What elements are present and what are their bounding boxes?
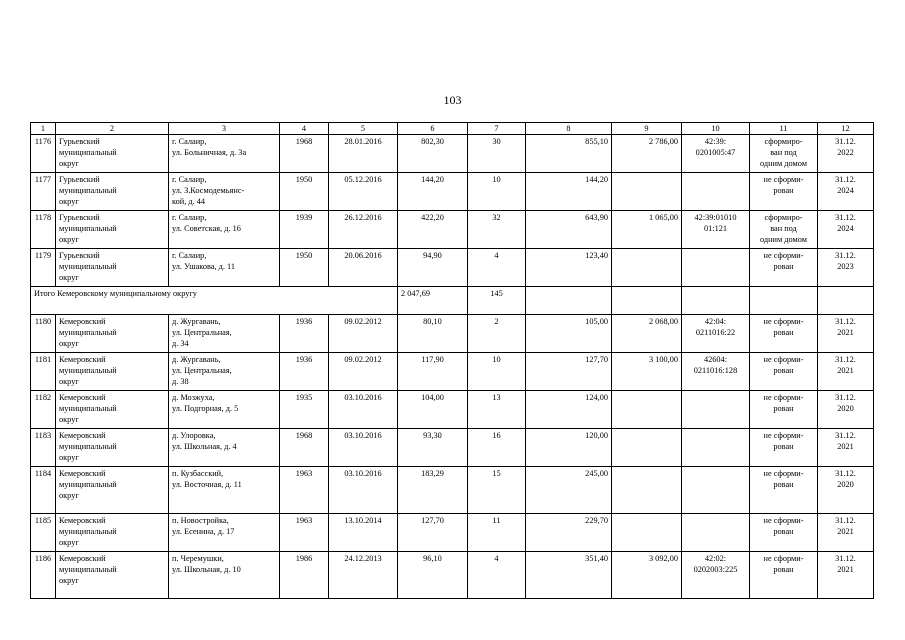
living-area: 117,90 [398,353,468,391]
land-area: 2 786,00 [612,135,682,173]
house-address: п. Черемушки, ул. Школьная, д. 10 [169,552,280,599]
table-body [31,123,874,599]
resettlement-deadline: 31.12. 2020 [818,391,874,429]
total-area: 643,90 [526,211,612,249]
build-year: 1935 [280,391,329,429]
resettlement-deadline: 31.12. 2023 [818,249,874,287]
residents-count: 10 [468,353,526,391]
empty-cell [750,287,818,315]
land-status: не сформи- рован [750,353,818,391]
total-area: 229,70 [526,514,612,552]
table-row [31,429,874,467]
residents-count: 10 [468,173,526,211]
row-number: 1180 [31,315,56,353]
empty-cell [612,287,682,315]
row-number: 1178 [31,211,56,249]
recognition-date: 24.12.2013 [329,552,398,599]
column-number-row [31,123,874,135]
column-number: 1 [31,123,56,135]
cadastral-number [682,391,750,429]
row-number: 1177 [31,173,56,211]
resettlement-deadline: 31.12. 2024 [818,211,874,249]
municipality-name: Кемеровский муниципальный округ [56,315,169,353]
living-area: 422,20 [398,211,468,249]
table-row [31,514,874,552]
column-number: 11 [750,123,818,135]
column-number: 8 [526,123,612,135]
recognition-date: 26.12.2016 [329,211,398,249]
living-area: 127,70 [398,514,468,552]
living-area: 802,30 [398,135,468,173]
cadastral-number: 42:04: 0211016:22 [682,315,750,353]
column-number: 4 [280,123,329,135]
residents-count: 2 [468,315,526,353]
municipality-name: Кемеровский муниципальный округ [56,552,169,599]
resettlement-deadline: 31.12. 2021 [818,429,874,467]
total-residents: 145 [468,287,526,315]
house-address: д. Жургавань, ул. Центральная, д. 34 [169,315,280,353]
house-address: г. Салаир, ул. Больничная, д. 3а [169,135,280,173]
total-label: Итого Кемеровскому муниципальному округу [31,287,398,315]
land-status: не сформи- рован [750,249,818,287]
build-year: 1968 [280,135,329,173]
house-address: п. Кузбасский, ул. Восточная, д. 11 [169,467,280,514]
build-year: 1968 [280,429,329,467]
land-status: не сформи- рован [750,429,818,467]
table-row [31,552,874,599]
living-area: 144,20 [398,173,468,211]
municipality-name: Гурьевский муниципальный округ [56,211,169,249]
land-status: не сформи- рован [750,514,818,552]
build-year: 1963 [280,514,329,552]
land-status: сформиро- ван под одним домом [750,135,818,173]
row-number: 1182 [31,391,56,429]
table-row [31,135,874,173]
recognition-date: 20.06.2016 [329,249,398,287]
total-area: 124,00 [526,391,612,429]
resettlement-deadline: 31.12. 2021 [818,552,874,599]
build-year: 1950 [280,173,329,211]
row-number: 1185 [31,514,56,552]
empty-cell [526,287,612,315]
recognition-date: 03.10.2016 [329,429,398,467]
cadastral-number [682,514,750,552]
cadastral-number: 42:39: 0201005:47 [682,135,750,173]
cadastral-number: 42:39:01010 01:121 [682,211,750,249]
housing-register-table [30,122,874,599]
column-number: 5 [329,123,398,135]
build-year: 1936 [280,315,329,353]
house-address: д. Улоровка, ул. Школьная, д. 4 [169,429,280,467]
land-status: не сформи- рован [750,467,818,514]
column-number: 2 [56,123,169,135]
table-row [31,467,874,514]
resettlement-deadline: 31.12. 2024 [818,173,874,211]
row-number: 1176 [31,135,56,173]
cadastral-number [682,173,750,211]
column-number: 7 [468,123,526,135]
total-area: 105,00 [526,315,612,353]
table-row [31,315,874,353]
table-row [31,249,874,287]
total-row [31,287,874,315]
living-area: 104,00 [398,391,468,429]
cadastral-number: 42:02: 0202003:225 [682,552,750,599]
land-status: не сформи- рован [750,391,818,429]
residents-count: 15 [468,467,526,514]
land-area [612,429,682,467]
cadastral-number [682,467,750,514]
house-address: г. Салаир, ул. Ушакова, д. 11 [169,249,280,287]
municipality-name: Кемеровский муниципальный округ [56,353,169,391]
resettlement-deadline: 31.12. 2022 [818,135,874,173]
total-area: 2 047,69 [398,287,468,315]
table-row [31,353,874,391]
build-year: 1986 [280,552,329,599]
living-area: 93,30 [398,429,468,467]
total-area: 245,00 [526,467,612,514]
residents-count: 11 [468,514,526,552]
column-number: 9 [612,123,682,135]
column-number: 12 [818,123,874,135]
column-number: 10 [682,123,750,135]
row-number: 1184 [31,467,56,514]
house-address: д. Мозжуха, ул. Подгорная, д. 5 [169,391,280,429]
residents-count: 16 [468,429,526,467]
land-status: не сформи- рован [750,552,818,599]
living-area: 80,10 [398,315,468,353]
municipality-name: Кемеровский муниципальный округ [56,514,169,552]
land-area: 2 068,00 [612,315,682,353]
recognition-date: 13.10.2014 [329,514,398,552]
land-status: не сформи- рован [750,315,818,353]
total-area: 120,00 [526,429,612,467]
house-address: г. Салаир, ул. Советская, д. 16 [169,211,280,249]
recognition-date: 09.02.2012 [329,353,398,391]
column-number: 6 [398,123,468,135]
municipality-name: Гурьевский муниципальный округ [56,135,169,173]
house-address: д. Жургавань, ул. Центральная, д. 38 [169,353,280,391]
land-area [612,391,682,429]
total-area: 855,10 [526,135,612,173]
land-area [612,249,682,287]
land-area [612,173,682,211]
municipality-name: Гурьевский муниципальный округ [56,173,169,211]
land-area: 3 092,00 [612,552,682,599]
build-year: 1963 [280,467,329,514]
cadastral-number [682,249,750,287]
recognition-date: 05.12.2016 [329,173,398,211]
living-area: 94,90 [398,249,468,287]
residents-count: 32 [468,211,526,249]
cadastral-number [682,429,750,467]
row-number: 1179 [31,249,56,287]
cadastral-number: 42604: 0211016:128 [682,353,750,391]
recognition-date: 28.01.2016 [329,135,398,173]
municipality-name: Гурьевский муниципальный округ [56,249,169,287]
column-number: 3 [169,123,280,135]
residents-count: 4 [468,249,526,287]
page-number: 103 [443,93,462,107]
living-area: 183,29 [398,467,468,514]
resettlement-deadline: 31.12. 2021 [818,514,874,552]
build-year: 1936 [280,353,329,391]
recognition-date: 03.10.2016 [329,467,398,514]
row-number: 1181 [31,353,56,391]
municipality-name: Кемеровский муниципальный округ [56,467,169,514]
residents-count: 30 [468,135,526,173]
land-area [612,467,682,514]
house-address: г. Салаир, ул. З.Космодемьянс- кой, д. 44 [169,173,280,211]
municipality-name: Кемеровский муниципальный округ [56,391,169,429]
living-area: 96,10 [398,552,468,599]
recognition-date: 03.10.2016 [329,391,398,429]
build-year: 1950 [280,249,329,287]
residents-count: 13 [468,391,526,429]
land-area: 1 065,00 [612,211,682,249]
empty-cell [682,287,750,315]
resettlement-deadline: 31.12. 2021 [818,315,874,353]
row-number: 1183 [31,429,56,467]
house-address: п. Новостройка, ул. Есенина, д. 17 [169,514,280,552]
recognition-date: 09.02.2012 [329,315,398,353]
total-area: 144,20 [526,173,612,211]
table-row [31,211,874,249]
resettlement-deadline: 31.12. 2021 [818,353,874,391]
land-status: не сформи- рован [750,173,818,211]
build-year: 1939 [280,211,329,249]
land-area [612,514,682,552]
total-area: 123,40 [526,249,612,287]
total-area: 351,40 [526,552,612,599]
total-area: 127,70 [526,353,612,391]
municipality-name: Кемеровский муниципальный округ [56,429,169,467]
land-area: 3 100,00 [612,353,682,391]
resettlement-deadline: 31.12. 2020 [818,467,874,514]
table-row [31,391,874,429]
residents-count: 4 [468,552,526,599]
empty-cell [818,287,874,315]
row-number: 1186 [31,552,56,599]
land-status: сформиро- ван под одним домом [750,211,818,249]
table-row [31,173,874,211]
